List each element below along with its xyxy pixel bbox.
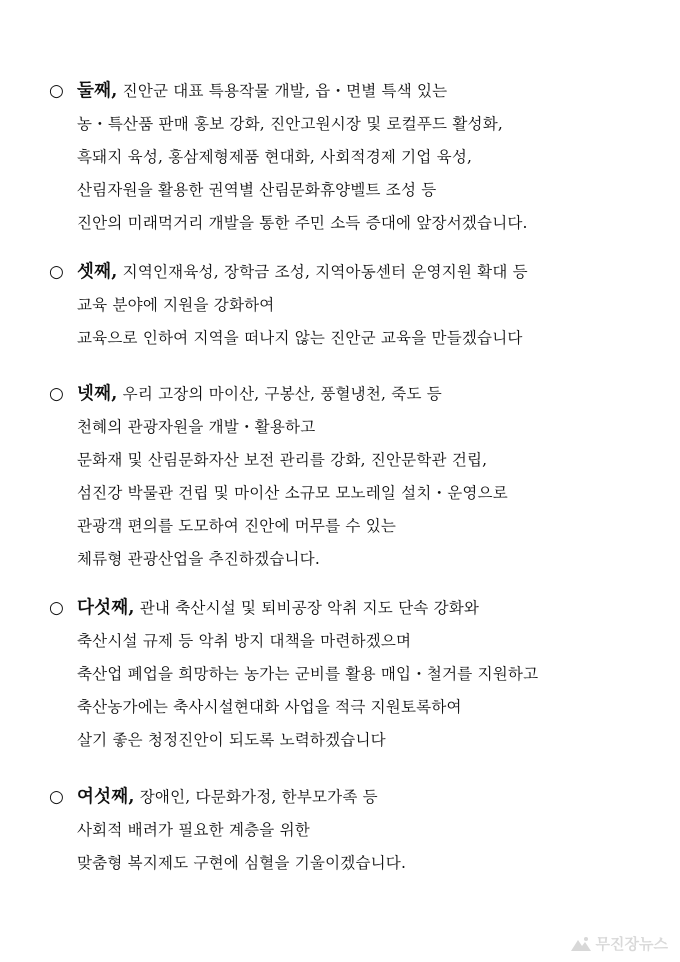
section-line: 체류형 관광산업을 추진하겠습니다. [77, 550, 320, 568]
section-first-line [49, 256, 649, 289]
section-line: 흑돼지 육성, 홍삼제형제품 현대화, 사회적경제 기업 육성, [77, 148, 473, 166]
section-sixth [49, 781, 649, 880]
section-first-line [49, 75, 649, 108]
circle-bullet-icon: ○ [49, 598, 65, 618]
section-text: 진안군 대표 특용작물 개발, 읍・면별 특색 있는 [122, 82, 448, 100]
section-text: 장애인, 다문화가정, 한부모가족 등 [139, 788, 378, 806]
section-second [49, 75, 649, 240]
section-line: 맞춤형 복지제도 구현에 심혈을 기울이겠습니다. [77, 854, 407, 872]
circle-bullet-icon: ○ [49, 384, 65, 404]
mountain-logo-icon [570, 936, 592, 952]
section-line: 축산시설 규제 등 악취 방지 대책을 마련하겠으며 [77, 632, 412, 650]
circle-bullet-icon: ○ [49, 81, 65, 101]
section-heading: 둘째, [77, 81, 118, 101]
section-line: 진안의 미래먹거리 개발을 통한 주민 소득 증대에 앞장서겠습니다. [77, 214, 528, 232]
section-first-line [49, 378, 649, 411]
section-text: 지역인재육성, 장학금 조성, 지역아동센터 운영지원 확대 등 [122, 263, 528, 281]
section-line: 축산농가에는 축사시설현대화 사업을 적극 지원토록하여 [77, 698, 462, 716]
section-first-line [49, 592, 649, 625]
section-line: 농・특산품 판매 홍보 강화, 진안고원시장 및 로컬푸드 활성화, [77, 115, 503, 133]
circle-bullet-icon: ○ [49, 787, 65, 807]
section-fifth [49, 592, 649, 757]
section-line: 관광객 편의를 도모하여 진안에 머무를 수 있는 [77, 517, 397, 535]
section-text: 우리 고장의 마이산, 구봉산, 풍혈냉천, 죽도 등 [122, 385, 442, 403]
section-line: 산림자원을 활용한 권역별 산림문화휴양벨트 조성 등 [77, 181, 437, 199]
section-text: 관내 축산시설 및 퇴비공장 악취 지도 단속 강화와 [139, 599, 480, 617]
section-heading: 다섯째, [77, 598, 135, 618]
watermark-text: 무진장뉴스 [595, 935, 668, 953]
section-line: 축산업 폐업을 희망하는 농가는 군비를 활용 매입・철거를 지원하고 [77, 665, 539, 683]
section-heading: 여섯째, [77, 787, 135, 807]
section-line: 문화재 및 산림문화자산 보전 관리를 강화, 진안문학관 건립, [77, 451, 488, 469]
section-heading: 넷째, [77, 384, 118, 404]
section-line: 사회적 배려가 필요한 계층을 위한 [77, 821, 310, 839]
section-third [49, 256, 649, 355]
section-line: 섬진강 박물관 건립 및 마이산 소규모 모노레일 설치・운영으로 [77, 484, 508, 502]
section-line: 교육 분야에 지원을 강화하여 [77, 296, 275, 314]
section-heading: 셋째, [77, 262, 118, 282]
section-first-line [49, 781, 649, 814]
section-line: 살기 좋은 청정진안이 되도록 노력하겠습니다 [77, 731, 386, 749]
circle-bullet-icon: ○ [49, 262, 65, 282]
watermark [570, 933, 668, 954]
section-line: 천혜의 관광자원을 개발・활용하고 [77, 418, 316, 436]
section-fourth [49, 378, 649, 576]
section-line: 교육으로 인하여 지역을 떠나지 않는 진안군 교육을 만들겠습니다 [77, 329, 523, 347]
